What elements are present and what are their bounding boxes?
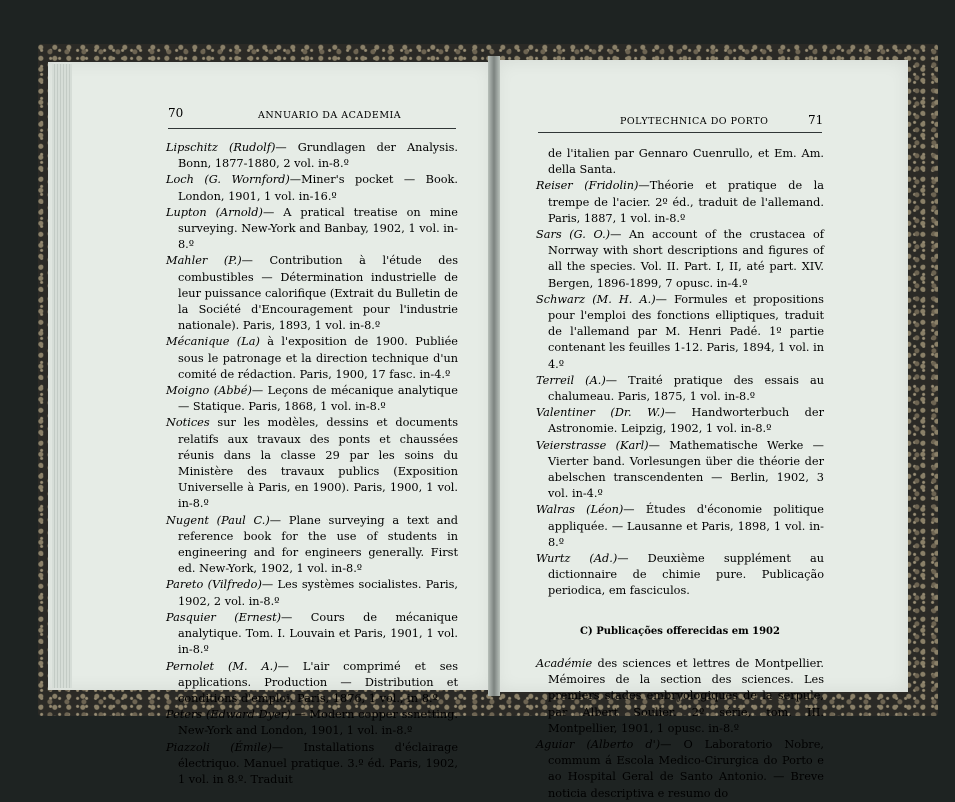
entry-text: — Deuxième supplément au dictionnaire de chimie pure. Publicação periodica, em fasciculos. [548,552,824,598]
bibliography-entry [166,577,458,609]
entry-author: Loch (G. Wornford) [166,173,290,187]
entry-text: — L'air comprimé et ses applications. Production — Distribution et conditions d'emploi. Paris, 1876, 1 vol., in-8.º [178,659,458,705]
entry-text: — Traité pratique des essais au chalumeau. Paris, 1875, 1 vol. in-8.º [548,373,825,404]
entry-author: Nugent (Paul C.) [166,513,270,527]
entry-text: des sciences et lettres de Montpellier. Mémoires de la section des sciences. Les premiers stades embryologiques de la serpule, par Albert Soulier. 2º série, tom. III. Montpellier, 1901, 1 opusc. in-8.º [548,656,824,735]
header-rule-left [168,128,456,129]
entry-text: — An account of the crustacea of Norrway with short descriptions and figures of all the species. Vol. II. Part. I, II, até part. XIV. Bergen, 1896-1899, 7 opusc. in-4.º [548,228,824,290]
entry-text: — Installations d'éclairage électriquo. Manuel pratique. 3.º éd. Paris, 1902, 1 vol. in 8.º. Traduit [178,740,458,786]
entry-author: Aguiar (Alberto d') [536,737,661,751]
entry-author: Veierstrasse (Karl) [536,438,649,452]
entry-author: Notices [166,416,210,430]
entry-author: Mécanique (La) [166,335,260,349]
entry-author: Wurtz (Ad.) [536,552,618,566]
entry-text: — Grundlagen der Analysis. Bonn, 1877-1880, 2 vol. in-8.º [178,141,458,171]
bibliography-entry [166,659,458,708]
bibliography-entry [166,610,458,659]
entry-author: Pasquier (Ernest) [166,610,282,624]
entry-text: —Miner's pocket — Book. London, 1901, 1 vol. in-16.º [178,173,458,203]
entry-author: Walras (Léon) [536,503,624,517]
bibliography-entry [166,253,458,334]
entry-author: Académie [536,656,593,670]
entry-text: — Contribution à l'étude des combustibles — Détermination industrielle de leur puissance calorifique (Extrait du Bulletin de la Société d'Encouragement pour l'industrie nationale). Paris, 1893, 1 vol. in-8.º [178,254,458,333]
bibliography-entry [536,178,824,227]
left-text-column [166,140,458,788]
bibliography-entry [166,205,458,254]
entry-text: à l'exposition de 1900. Publiée sous le patronage et la direction technique d'un comité de rédaction. Paris, 1900, 17 fasc. in-4.º [178,335,458,381]
page-number-right: 71 [808,113,824,127]
bibliography-entry [536,373,824,405]
page-number-left: 70 [168,106,184,120]
bibliography-entry [536,551,824,600]
entry-author: Reiser (Fridolin) [536,179,639,193]
section-title: C) Publicações offerecidas em 1902 [580,625,780,637]
entry-author: Terreil (A.) [536,373,606,387]
entry-author: Pareto (Vilfredo) [166,578,262,592]
bibliography-entry [536,227,824,292]
book-gutter [488,56,500,696]
entry-author: Moigno (Abbé) [166,384,252,398]
bibliography-entry [536,656,824,737]
entry-author: Piazzoli (Émile) [166,740,272,754]
bibliography-entry [536,502,824,551]
entry-text: sur les modèles, dessins et documents relatifs aux travaux des ponts et chaussées réunis dans la classe 29 par les soins du Ministère des travaux publics (Exposition Universelle à Paris, en 1900). Paris, 1900, 1 vol. in-8.º [178,416,458,511]
bibliography-entry [166,172,458,204]
running-header-right: POLYTECHNICA DO PORTO [620,116,769,127]
continuation-text: de l'italien par Gennaro Cuenrullo, et Em. Am. della Santa. [548,147,824,177]
header-rule-right [538,132,822,133]
entry-text: — O Laboratorio Nobre, commum á Escola Medico-Cirurgica do Porto e ao Hospital Geral de Santo Antonio. — Breve noticia descriptiva e resumo do [548,737,824,800]
bibliography-entry [536,292,824,373]
bibliography-entry [166,334,458,383]
bibliography-entry [166,513,458,578]
bibliography-entry [166,740,458,789]
entry-text: — Formules et propositions pour l'emploi des fonctions elliptiques, traduit de l'allemand par M. Henri Padé. 1º partie contenant les feuilles 1-12. Paris, 1894, 1 vol. in 4.º [548,292,824,371]
bibliography-entry [166,415,458,512]
entry-author: Lipschitz (Rudolf) [166,141,276,154]
entry-author: Sars (G. O.) [536,228,611,242]
entry-text: — Plane surveying a text and reference book for the use of students in engineering and for engineers generally. First ed. New-York, 1902, 1 vol. in-8.º [178,513,458,576]
bibliography-entry [536,438,824,503]
bibliography-entry [166,383,458,415]
entry-author: Schwarz (M. H. A.) [536,292,656,306]
entry-author: Valentiner (Dr. W.) [536,406,665,420]
page-edges [52,64,72,688]
bibliography-entry [536,405,824,437]
entry-author: Peters (Edward Dyer) [166,708,291,722]
entry-text: — Études d'économie politique appliquée. — Lausanne et Paris, 1898, 1 vol. in-8.º [548,503,824,549]
bibliography-entry [536,737,824,802]
entry-text: — Mathematische Werke — Vierter band. Vorlesungen über die théorie der abelschen transcendenten — Berlin, 1902, 3 vol. in-4.º [548,438,824,501]
right-text-column [536,146,824,802]
entry-text: — Handworterbuch der Astronomie. Leipzig, 1902, 1 vol. in-8.º [548,406,824,436]
entry-text: — Les systèmes socialistes. Paris, 1902, 2 vol. in-8.º [178,578,458,608]
entry-text: — Modern copper ssnetting. New-York and London, 1901, 1 vol. in-8.º [178,708,458,738]
entry-author: Mahler (P.) [166,254,242,268]
entry-text: —Théorie et pratique de la trempe de l'acier. 2º éd., traduit de l'allemand. Paris, 1887, 1 vol. in-8.º [548,179,824,225]
bibliography-entry [166,707,458,739]
entry-author: Lupton (Arnold) [166,205,263,219]
entry-text: — Cours de mécanique analytique. Tom. I. Louvain et Paris, 1901, 1 vol. in-8.º [178,610,458,657]
entry-text: — A pratical treatise on mine surveying. New-York and Banbay, 1902, 1 vol. in-8.º [178,205,458,252]
running-header-left: ANNUARIO DA ACADEMIA [258,110,402,121]
bibliography-entry [166,140,458,172]
entry-author: Pernolet (M. A.) [166,659,278,673]
entry-text: — Leçons de mécanique analytique — Statique. Paris, 1868, 1 vol. in-8.º [178,384,458,414]
